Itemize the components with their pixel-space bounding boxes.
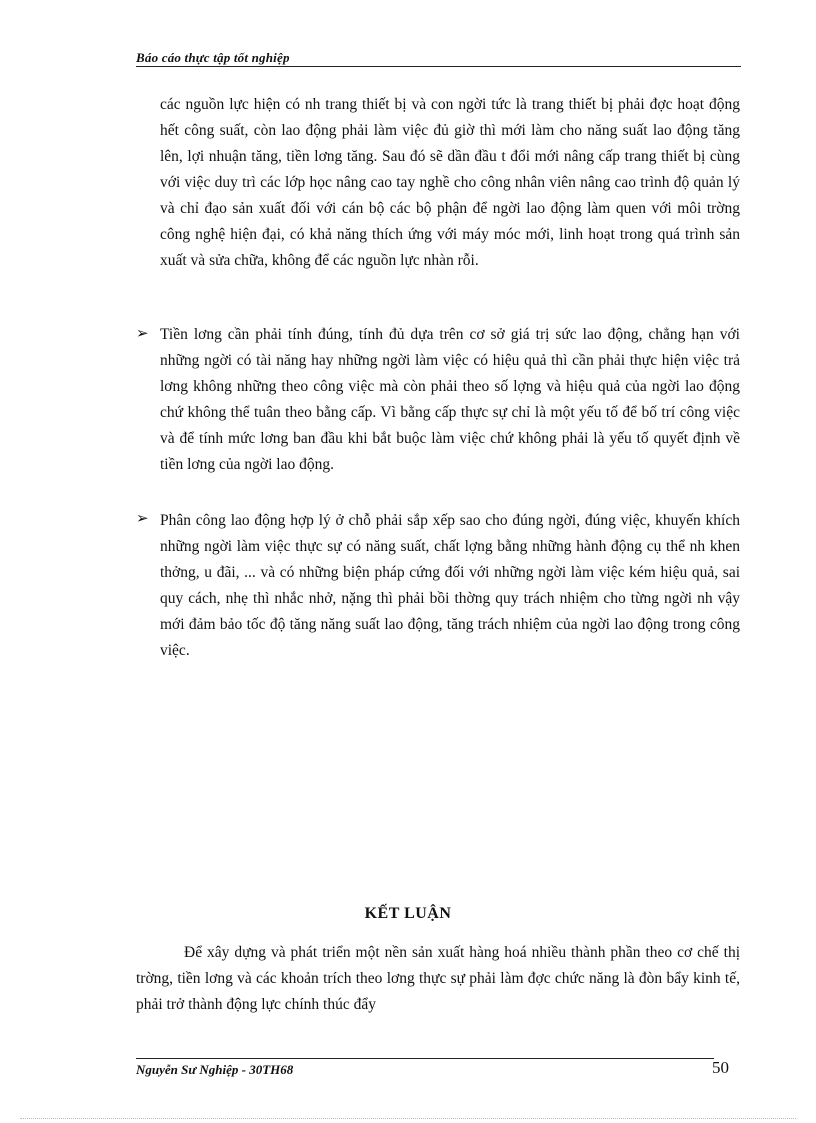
footer-author: Nguyễn Sư Nghiệp - 30TH68: [136, 1062, 294, 1077]
page-header-title: Báo cáo thực tập tốt nghiệp: [136, 50, 290, 65]
paragraph-continuation: các nguồn lực hiện có nh trang thiết bị và con ngời tức là trang thiết bị phải đợc hoạt động hết công suất, còn lao động phải làm việc đủ giờ thì mới làm cho năng suất lao động tăng lên, lợi nhuận tăng, tiền lơng tăng. Sau đó sẽ dần đầu t đổi mới nâng cấp trang thiết bị cùng với việc duy trì các lớp học nâng cao tay nghề cho công nhân viên nâng cao trình độ quản lý và chỉ đạo sản xuất đối với cán bộ các bộ phận để ngời lao động làm quen với môi trờng công nghệ hiện đại, có khả năng thích ứng với máy móc mới, linh hoạt trong quá trình sản xuất và sửa chữa, không để các nguồn lực nhàn rỗi.: [160, 96, 740, 269]
arrow-bullet-icon: ➢: [136, 326, 149, 342]
page-bottom-border: [20, 1118, 796, 1119]
arrow-bullet-icon: ➢: [136, 511, 149, 527]
bullet-paragraph-labor-division: Phân công lao động hợp lý ở chỗ phải sắp xếp sao cho đúng ngời, đúng việc, khuyến khích những ngời làm việc thực sự có năng suất, chất lợng bằng những hành động cụ thể nh khen thởng, u đãi, ... và có những biện pháp cứng đối với những ngời làm việc kém hiệu quả, sai quy cách, nhẹ thì nhắc nhở, nặng thì phải bồi thờng quy trách nhiệm cho từng ngời nh vậy mới đảm bảo tốc độ tăng năng suất lao động, tăng trách nhiệm của ngời lao động trong công việc.: [160, 512, 740, 659]
header-divider: [136, 66, 741, 67]
conclusion-paragraph: Để xây dựng và phát triển một nền sản xuất hàng hoá nhiều thành phần theo cơ chế thị trờng, tiền lơng và các khoản trích theo lơng thực sự phải làm đợc chức năng là đòn bẩy kinh tế, phải trở thành động lực chính thúc đẩy: [136, 944, 740, 1013]
bullet-paragraph-salary: Tiền lơng cần phải tính đúng, tính đủ dựa trên cơ sở giá trị sức lao động, chẳng hạn với những ngời có tài năng hay những ngời làm việc có hiệu quả thì cần phải thực hiện việc trả lơng không những theo công việc mà còn phải theo số lợng và hiệu quả của ngời lao động chứ không thể tuân theo bằng cấp. Vì bằng cấp thực sự chỉ là một yếu tố để bố trí công việc và để tính mức lơng ban đầu khi bắt buộc làm việc chứ không phải là yếu tố quyết định về tiền lơng của ngời lao động.: [160, 326, 740, 473]
footer-divider: [136, 1058, 714, 1059]
conclusion-heading: KẾT LUẬN: [364, 905, 452, 922]
page-number: 50: [712, 1058, 729, 1077]
